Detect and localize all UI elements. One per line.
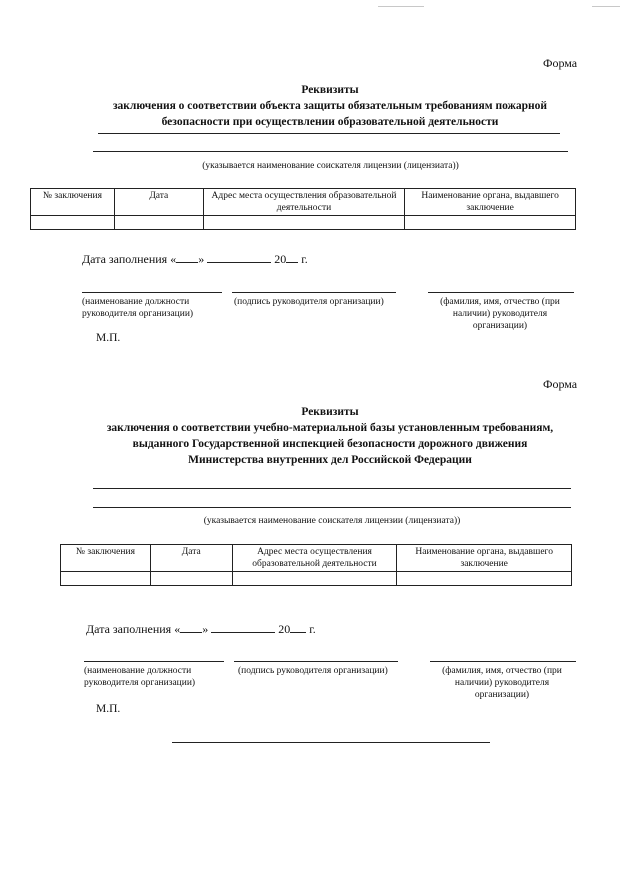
title-line: заключения о соответствии учебно-материальной базы установленным требованиям,	[106, 422, 554, 434]
requisites-table	[30, 188, 576, 230]
fill-date	[82, 252, 308, 267]
form-label: Форма	[543, 377, 578, 391]
form-title	[40, 404, 620, 468]
table-header-row	[31, 189, 576, 216]
name-line	[430, 661, 576, 662]
title-line: заключения о соответствии объекта защиты обязательным требованиям пожарной	[112, 100, 548, 112]
position-line	[82, 292, 222, 293]
title-line: Реквизиты	[301, 406, 359, 418]
header-authority: Наименование органа, выдавшего заключение	[405, 189, 576, 216]
date-mid: »	[198, 252, 205, 266]
header-authority: Наименование органа, выдавшего заключение	[397, 545, 572, 572]
date-suffix: г.	[309, 622, 316, 636]
table-row	[61, 572, 572, 586]
year-prefix: 20	[274, 252, 287, 266]
day-field[interactable]	[176, 252, 198, 263]
table-cell[interactable]	[150, 572, 232, 586]
form-title	[40, 82, 620, 130]
signature-line	[232, 292, 396, 293]
header-address: Адрес места осуществления образовательной деятельности	[232, 545, 397, 572]
table-cell[interactable]	[405, 216, 576, 230]
scan-artifact	[592, 6, 620, 7]
table-cell[interactable]	[203, 216, 405, 230]
bottom-separator	[172, 742, 490, 743]
month-field[interactable]	[207, 252, 271, 263]
date-suffix: г.	[301, 252, 308, 266]
applicant-line	[93, 151, 568, 152]
title-line: Министерства внутренних дел Российской Федерации	[188, 454, 472, 466]
applicant-line	[93, 507, 571, 508]
signature-line	[234, 661, 398, 662]
sig-signature-caption: (подпись руководителя организации)	[238, 666, 388, 676]
position-line	[84, 661, 224, 662]
applicant-hint: (указывается наименование соискателя лицензии (лицензиата))	[203, 516, 461, 526]
month-field[interactable]	[211, 622, 275, 633]
table-row	[31, 216, 576, 230]
sig-name-caption: (фамилия, имя, отчество (при наличии) руководителя организации)	[440, 297, 560, 331]
table-cell[interactable]	[232, 572, 397, 586]
header-address: Адрес места осуществления образовательной деятельности	[203, 189, 405, 216]
day-field[interactable]	[180, 622, 202, 633]
name-line	[428, 292, 574, 293]
title-line: безопасности при осуществлении образовательной деятельности	[161, 116, 499, 128]
title-line: выданного Государственной инспекцией безопасности дорожного движения	[132, 438, 528, 450]
form-label: Форма	[543, 56, 578, 70]
title-line: Реквизиты	[301, 84, 359, 96]
sig-position-caption: (наименование должности руководителя организации)	[82, 297, 194, 319]
fill-date	[86, 622, 316, 637]
applicant-line	[98, 133, 560, 134]
sig-signature-caption: (подпись руководителя организации)	[234, 297, 384, 307]
year-field[interactable]	[290, 622, 306, 633]
scan-artifact	[378, 6, 424, 7]
applicant-hint: (указывается наименование соискателя лицензии (лицензиата))	[202, 161, 459, 171]
sig-position-caption: (наименование должности руководителя организации)	[84, 666, 196, 688]
header-number: № заключения	[31, 189, 115, 216]
header-date: Дата	[114, 189, 203, 216]
applicant-line	[93, 488, 571, 489]
table-cell[interactable]	[397, 572, 572, 586]
table-cell[interactable]	[114, 216, 203, 230]
table-cell[interactable]	[61, 572, 151, 586]
table-header-row	[61, 545, 572, 572]
year-field[interactable]	[286, 252, 298, 263]
stamp-place: М.П.	[96, 332, 121, 344]
date-prefix: Дата заполнения «	[82, 252, 177, 266]
year-prefix: 20	[278, 622, 291, 636]
header-number: № заключения	[61, 545, 151, 572]
requisites-table	[60, 544, 572, 586]
date-prefix: Дата заполнения «	[86, 622, 181, 636]
stamp-place: М.П.	[96, 703, 121, 715]
table-cell[interactable]	[31, 216, 115, 230]
header-date: Дата	[150, 545, 232, 572]
date-mid: »	[202, 622, 209, 636]
sig-name-caption: (фамилия, имя, отчество (при наличии) руководителя организации)	[442, 666, 562, 700]
